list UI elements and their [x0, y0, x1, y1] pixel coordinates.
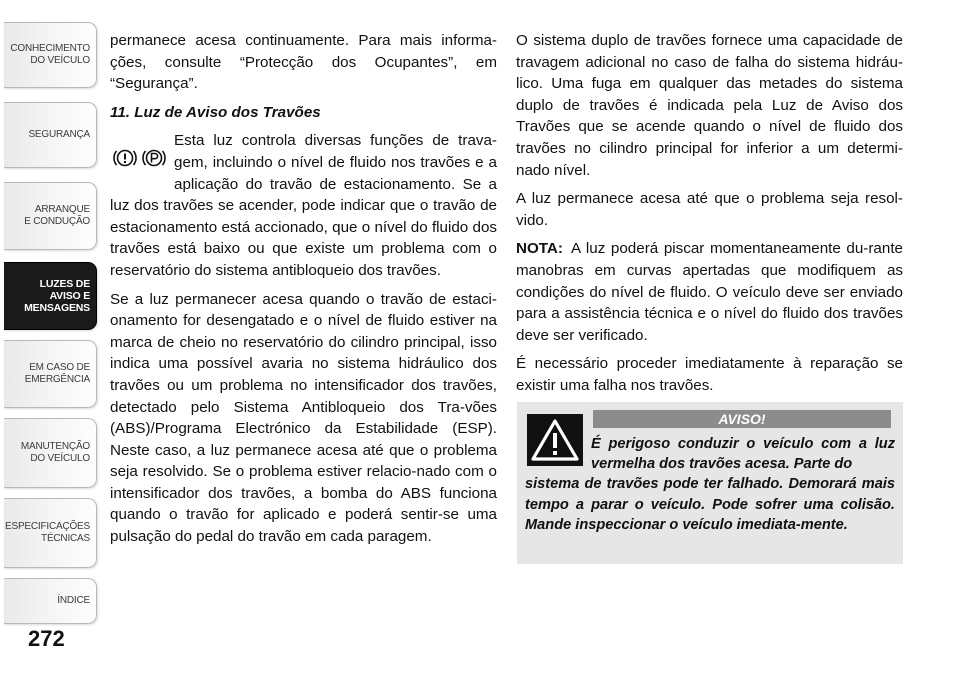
- paragraph: É necessário proceder imediatamente à reparação se existir uma falha nos travões.: [516, 355, 903, 394]
- tab-seguranca[interactable]: [4, 102, 97, 168]
- tab-em-caso-de-emergencia[interactable]: [4, 340, 97, 408]
- paragraph: A luz permanece acesa até que o problema seja resol-vido.: [516, 190, 903, 229]
- paragraph: Esta luz controla diversas funções de trava-gem, incluindo o nível de fluido nos travões e a aplicação do travão de estacionamento. Se a luz dos travões se acender, pode indicar que o travão de estacionamento está accionado, que o nível do fluido dos travões está baixo ou que existe um problema com o reservatório do sistema antibloqueio dos travões.: [110, 132, 497, 279]
- tab-label: LUZES DE AVISO E MENSAGENS: [24, 278, 90, 314]
- section-heading: 11. Luz de Aviso dos Travões: [110, 103, 321, 121]
- warning-text: [517, 434, 903, 535]
- warning-box: [517, 402, 903, 564]
- tab-luzes-de-aviso-e-mensagens[interactable]: [4, 262, 97, 330]
- tab-manutencao-do-veiculo[interactable]: [4, 418, 97, 488]
- chapter-sidebar: [0, 0, 98, 678]
- warning-text-full: sistema de travões pode ter falhado. Demorará mais tempo a parar o veículo. Pode sofrer uma colisão. Mande inspeccionar o veículo imediata-mente.: [525, 476, 895, 533]
- paragraph: O sistema duplo de travões fornece uma capacidade de travagem adicional no caso de falha do sistema hidráu-lico. Uma fuga em qualquer das metades do sistema duplo de travões é indicada pela Luz de Aviso dos Travões que se acende quando o nível de fluido dos travões no cilindro principal for inferior a um determi-nado nível.: [516, 32, 903, 179]
- left-column: [110, 30, 497, 555]
- paragraph: Se a luz permanecer acesa quando o travão de estaci-onamento for desengatado e o nível de fluido estiver na marca de cheio no reservatório do cilindro principal, isso indica uma possível avaria no sistema hidráulico dos travões ou um problema no intensificador dos travões, detectado pelo Sistema Antibloqueio dos Tra-vões (ABS)/Programa Electrónico da Estabilidade (ESP). Neste caso, a luz permanece acesa até que o problema seja resolvido. Se o problema estiver relacio-nado com o intensificador dos travões, a bomba do ABS funciona quando o travão for aplicado e poderá sentir-se uma pulsação do pedal do travão em cada paragem.: [110, 290, 497, 546]
- parking-brake-icon: [141, 147, 167, 169]
- paragraph: permanece acesa continuamente. Para mais informa-ções, consulte “Protecção dos Ocupantes”, em “Segurança”.: [110, 32, 497, 93]
- tab-label: ESPECIFICAÇÕES TÉCNICAS: [5, 521, 90, 544]
- note-label: NOTA:: [516, 240, 563, 258]
- tab-label: SEGURANÇA: [28, 129, 90, 140]
- page-number: 272: [28, 626, 65, 651]
- note-paragraph: [516, 238, 903, 346]
- tab-especificacoes-tecnicas[interactable]: [4, 498, 97, 568]
- note-text: A luz poderá piscar momentaneamente du-rante manobras em curvas apertadas que modifiquem as condições do nível de fluido. O veículo deve ser enviado para a assistência técnica e o nível do fluido dos travões deve ser verificado.: [516, 240, 903, 344]
- tab-conhecimento-do-veiculo[interactable]: [4, 22, 97, 88]
- brake-warning-block: [110, 130, 497, 281]
- warning-text-indented: É perigoso conduzir o veículo com a luz vermelha dos travões acesa. Parte do: [591, 436, 895, 473]
- brake-exclamation-icon: [112, 147, 138, 169]
- brake-icons: [112, 130, 174, 186]
- tab-label: ÍNDICE: [57, 595, 90, 606]
- tab-indice[interactable]: [4, 578, 97, 624]
- tab-label: ARRANQUE E CONDUÇÃO: [24, 204, 90, 227]
- right-column: [516, 30, 903, 404]
- tab-label: CONHECIMENTO DO VEÍCULO: [10, 43, 90, 66]
- tab-label: EM CASO DE EMERGÊNCIA: [24, 362, 90, 385]
- tab-arranque-e-conducao[interactable]: [4, 182, 97, 250]
- warning-title: AVISO!: [593, 410, 891, 428]
- tab-label: MANUTENÇÃO DO VEÍCULO: [20, 441, 90, 464]
